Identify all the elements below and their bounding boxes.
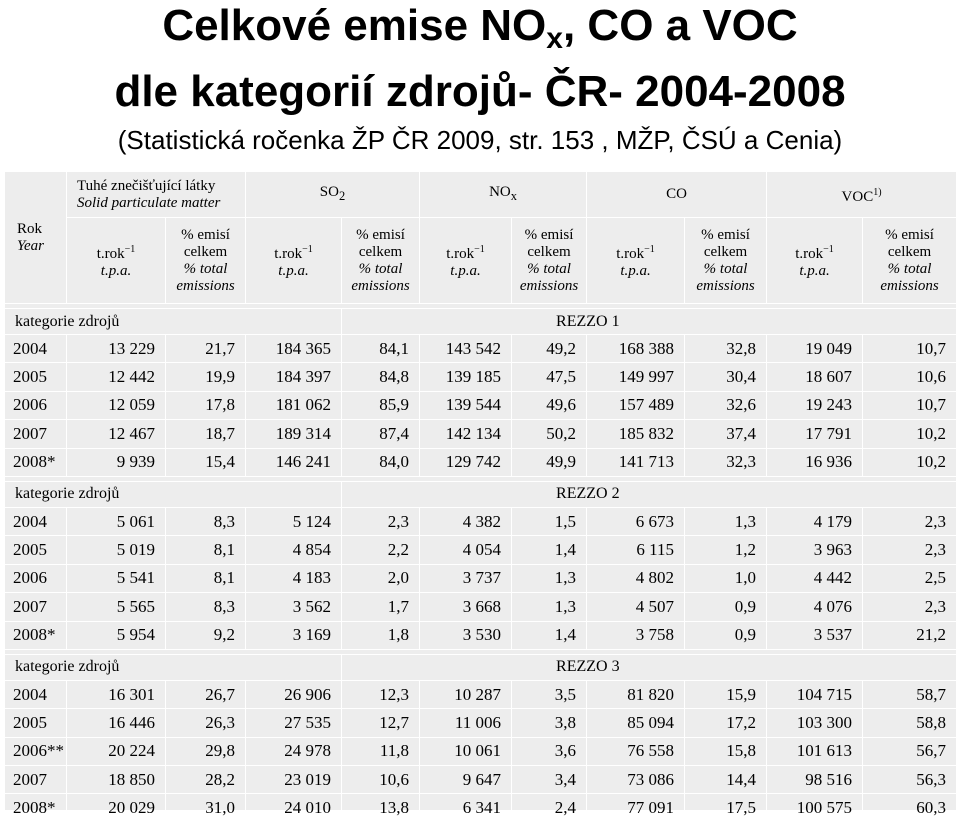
- pct-column-header: [863, 218, 957, 304]
- value-cell: 2,3: [342, 507, 420, 535]
- tpy-exponent: −1: [644, 244, 655, 255]
- subheader-row: [5, 218, 957, 304]
- particulate-header-cs: Tuhé znečišťující látky: [77, 177, 216, 194]
- value-cell: 1,8: [342, 621, 420, 649]
- year-column-header: [5, 172, 67, 304]
- value-cell: 146 241: [246, 448, 342, 476]
- value-cell: 17 791: [767, 420, 863, 448]
- tpy-label-cs: t.rok: [96, 246, 125, 262]
- value-cell: 49,9: [512, 448, 587, 476]
- pct-column-header: [166, 218, 246, 304]
- value-cell: 4 507: [587, 593, 685, 621]
- value-cell: 98 516: [767, 766, 863, 794]
- year-cell: 2004: [5, 507, 67, 535]
- value-cell: 15,4: [166, 448, 246, 476]
- tpy-exponent: −1: [124, 244, 136, 255]
- tpy-label-en: t.p.a.: [450, 263, 481, 279]
- value-cell: 84,1: [342, 335, 420, 363]
- value-cell: 1,3: [685, 507, 767, 535]
- value-cell: 0,9: [685, 621, 767, 649]
- pct-label-en-2: emissions: [351, 277, 410, 294]
- value-cell: 5 019: [67, 536, 166, 564]
- tpy-column-header: [587, 218, 685, 304]
- value-cell: 18 607: [767, 363, 863, 391]
- value-cell: 10,7: [863, 335, 957, 363]
- table-row: [5, 737, 957, 765]
- value-cell: 12 442: [67, 363, 166, 391]
- value-cell: 37,4: [685, 420, 767, 448]
- year-cell: 2008*: [5, 448, 67, 476]
- value-cell: 2,5: [863, 564, 957, 592]
- table-row: [5, 680, 957, 708]
- value-cell: 104 715: [767, 680, 863, 708]
- year-cell: 2006: [5, 391, 67, 419]
- value-cell: 8,3: [166, 507, 246, 535]
- pct-column-header: [685, 218, 767, 304]
- year-cell: 2007: [5, 420, 67, 448]
- value-cell: 3 737: [420, 564, 512, 592]
- title-line-1-subscript: x: [546, 22, 563, 55]
- value-cell: 84,8: [342, 363, 420, 391]
- emissions-table: [4, 171, 957, 823]
- value-cell: 10 287: [420, 680, 512, 708]
- year-cell: 2008*: [5, 794, 67, 822]
- value-cell: 2,3: [863, 593, 957, 621]
- value-cell: 3,4: [512, 766, 587, 794]
- value-cell: 76 558: [587, 737, 685, 765]
- value-cell: 13 229: [67, 335, 166, 363]
- pct-label-cs-2: celkem: [358, 243, 403, 260]
- value-cell: 185 832: [587, 420, 685, 448]
- value-cell: 32,6: [685, 391, 767, 419]
- tpy-column-header: [246, 218, 342, 304]
- table-row: [5, 564, 957, 592]
- pct-label-en-2: emissions: [519, 277, 579, 294]
- value-cell: 26,3: [166, 709, 246, 737]
- pct-label-cs-2: celkem: [703, 243, 748, 260]
- value-cell: 20 029: [67, 794, 166, 822]
- value-cell: 19 243: [767, 391, 863, 419]
- pct-label-en-1: % total: [703, 260, 748, 277]
- pct-label-en-2: emissions: [880, 277, 939, 294]
- value-cell: 32,3: [685, 448, 767, 476]
- year-cell: 2005: [5, 363, 67, 391]
- table-body: [5, 304, 957, 823]
- table-header: [5, 172, 957, 304]
- value-cell: 24 978: [246, 737, 342, 765]
- value-cell: 18 850: [67, 766, 166, 794]
- pct-label-cs-2: celkem: [527, 243, 571, 260]
- value-cell: 16 936: [767, 448, 863, 476]
- tpy-exponent: −1: [474, 244, 485, 255]
- table-row: [5, 766, 957, 794]
- value-cell: 143 542: [420, 335, 512, 363]
- category-label: kategorie zdrojů: [5, 309, 342, 335]
- value-cell: 4 054: [420, 536, 512, 564]
- value-cell: 14,4: [685, 766, 767, 794]
- value-cell: 4 076: [767, 593, 863, 621]
- value-cell: 13,8: [342, 794, 420, 822]
- value-cell: 8,3: [166, 593, 246, 621]
- value-cell: 24 010: [246, 794, 342, 822]
- value-cell: 58,7: [863, 680, 957, 708]
- value-cell: 6 341: [420, 794, 512, 822]
- title-line-1-rest: , CO a VOC: [562, 1, 798, 50]
- tpy-column-header: [767, 218, 863, 304]
- year-cell: 2007: [5, 766, 67, 794]
- table-row: [5, 593, 957, 621]
- value-cell: 1,0: [685, 564, 767, 592]
- year-cell: 2005: [5, 709, 67, 737]
- value-cell: 9 647: [420, 766, 512, 794]
- voc-footnote-mark: 1): [873, 186, 882, 198]
- nox-label: NO: [489, 184, 511, 200]
- title-line-1-main: Celkové emise NO: [162, 1, 547, 50]
- value-cell: 2,3: [863, 536, 957, 564]
- value-cell: 23 019: [246, 766, 342, 794]
- table-row: [5, 420, 957, 448]
- group-header-so2: [246, 172, 420, 218]
- value-cell: 4 442: [767, 564, 863, 592]
- value-cell: 3,5: [512, 680, 587, 708]
- year-cell: 2005: [5, 536, 67, 564]
- value-cell: 4 854: [246, 536, 342, 564]
- table-row: [5, 363, 957, 391]
- value-cell: 73 086: [587, 766, 685, 794]
- pct-label-cs-1: % emisí: [181, 226, 230, 243]
- value-cell: 149 997: [587, 363, 685, 391]
- tpy-label-cs: t.rok: [446, 246, 475, 262]
- value-cell: 5 541: [67, 564, 166, 592]
- value-cell: 129 742: [420, 448, 512, 476]
- value-cell: 3 169: [246, 621, 342, 649]
- value-cell: 1,4: [512, 536, 587, 564]
- value-cell: 142 134: [420, 420, 512, 448]
- voc-label: VOC: [841, 188, 874, 205]
- value-cell: 157 489: [587, 391, 685, 419]
- group-header-co: CO: [587, 172, 767, 218]
- category-name: REZZO 3: [342, 654, 957, 680]
- pct-label-en-2: emissions: [696, 277, 755, 294]
- tpy-column-header: [67, 218, 166, 304]
- value-cell: 26 906: [246, 680, 342, 708]
- emissions-table-container: [4, 171, 956, 818]
- value-cell: 1,5: [512, 507, 587, 535]
- value-cell: 181 062: [246, 391, 342, 419]
- value-cell: 100 575: [767, 794, 863, 822]
- value-cell: 56,7: [863, 737, 957, 765]
- value-cell: 4 183: [246, 564, 342, 592]
- pct-label-cs-1: % emisí: [885, 226, 934, 243]
- tpy-label-en: t.p.a.: [100, 263, 132, 279]
- value-cell: 29,8: [166, 737, 246, 765]
- value-cell: 3 963: [767, 536, 863, 564]
- pct-column-header: [342, 218, 420, 304]
- year-header-cs: Rok: [17, 220, 43, 237]
- value-cell: 3 530: [420, 621, 512, 649]
- table-row: [5, 536, 957, 564]
- category-label: kategorie zdrojů: [5, 481, 342, 507]
- value-cell: 10,6: [863, 363, 957, 391]
- value-cell: 3 562: [246, 593, 342, 621]
- pct-label-cs-1: % emisí: [356, 226, 405, 243]
- year-cell: 2004: [5, 335, 67, 363]
- category-name: REZZO 1: [342, 309, 957, 335]
- particulate-header-en: Solid particulate matter: [77, 194, 221, 211]
- value-cell: 85,9: [342, 391, 420, 419]
- value-cell: 10,7: [863, 391, 957, 419]
- value-cell: 5 565: [67, 593, 166, 621]
- pct-label-en-2: emissions: [176, 277, 235, 294]
- pct-label-en-1: % total: [358, 260, 403, 277]
- value-cell: 10,2: [863, 448, 957, 476]
- value-cell: 32,8: [685, 335, 767, 363]
- value-cell: 16 301: [67, 680, 166, 708]
- value-cell: 50,2: [512, 420, 587, 448]
- year-cell: 2007: [5, 593, 67, 621]
- year-cell: 2008*: [5, 621, 67, 649]
- value-cell: 11 006: [420, 709, 512, 737]
- value-cell: 189 314: [246, 420, 342, 448]
- value-cell: 9,2: [166, 621, 246, 649]
- value-cell: 49,2: [512, 335, 587, 363]
- value-cell: 19 049: [767, 335, 863, 363]
- category-label: kategorie zdrojů: [5, 654, 342, 680]
- value-cell: 16 446: [67, 709, 166, 737]
- value-cell: 77 091: [587, 794, 685, 822]
- table-row: [5, 621, 957, 649]
- value-cell: 184 365: [246, 335, 342, 363]
- value-cell: 81 820: [587, 680, 685, 708]
- slide-subtitle: (Statistická ročenka ŽP ČR 2009, str. 153 , MŽP, ČSÚ a Cenia): [117, 125, 843, 155]
- value-cell: 184 397: [246, 363, 342, 391]
- value-cell: 5 061: [67, 507, 166, 535]
- year-cell: 2006: [5, 564, 67, 592]
- pct-label-en-1: % total: [183, 260, 228, 277]
- value-cell: 17,8: [166, 391, 246, 419]
- value-cell: 12,7: [342, 709, 420, 737]
- value-cell: 9 939: [67, 448, 166, 476]
- value-cell: 58,8: [863, 709, 957, 737]
- value-cell: 103 300: [767, 709, 863, 737]
- value-cell: 15,8: [685, 737, 767, 765]
- pct-label-cs-2: celkem: [183, 243, 228, 260]
- year-cell: 2006**: [5, 737, 67, 765]
- category-row: [5, 654, 957, 680]
- value-cell: 28,2: [166, 766, 246, 794]
- value-cell: 8,1: [166, 536, 246, 564]
- value-cell: 17,2: [685, 709, 767, 737]
- value-cell: 2,2: [342, 536, 420, 564]
- value-cell: 168 388: [587, 335, 685, 363]
- table-row: [5, 794, 957, 822]
- tpy-label-cs: t.rok: [795, 246, 824, 262]
- so2-subscript: 2: [338, 189, 346, 203]
- value-cell: 21,7: [166, 335, 246, 363]
- value-cell: 139 544: [420, 391, 512, 419]
- category-row: [5, 309, 957, 335]
- tpy-exponent: −1: [302, 244, 313, 255]
- group-header-voc: [767, 172, 957, 218]
- value-cell: 10,6: [342, 766, 420, 794]
- value-cell: 21,2: [863, 621, 957, 649]
- value-cell: 2,0: [342, 564, 420, 592]
- value-cell: 27 535: [246, 709, 342, 737]
- table-row: [5, 448, 957, 476]
- value-cell: 12 467: [67, 420, 166, 448]
- table-row: [5, 335, 957, 363]
- value-cell: 11,8: [342, 737, 420, 765]
- value-cell: 20 224: [67, 737, 166, 765]
- value-cell: 2,3: [863, 507, 957, 535]
- value-cell: 49,6: [512, 391, 587, 419]
- value-cell: 12,3: [342, 680, 420, 708]
- tpy-column-header: [420, 218, 512, 304]
- nox-subscript: x: [510, 189, 517, 203]
- value-cell: 31,0: [166, 794, 246, 822]
- value-cell: 1,3: [512, 564, 587, 592]
- value-cell: 15,9: [685, 680, 767, 708]
- value-cell: 10,2: [863, 420, 957, 448]
- pct-label-en-1: % total: [887, 260, 932, 277]
- value-cell: 8,1: [166, 564, 246, 592]
- title-line-1: [0, 1, 960, 55]
- value-cell: 60,3: [863, 794, 957, 822]
- group-header-particulate: [67, 172, 246, 218]
- pct-label-en-1: % total: [527, 260, 571, 277]
- year-cell: 2004: [5, 680, 67, 708]
- pct-column-header: [512, 218, 587, 304]
- value-cell: 47,5: [512, 363, 587, 391]
- tpy-label-cs: t.rok: [616, 246, 645, 262]
- value-cell: 84,0: [342, 448, 420, 476]
- pct-label-cs-1: % emisí: [701, 226, 750, 243]
- value-cell: 10 061: [420, 737, 512, 765]
- pct-label-cs-2: celkem: [887, 243, 932, 260]
- value-cell: 1,4: [512, 621, 587, 649]
- value-cell: 3 668: [420, 593, 512, 621]
- category-row: [5, 481, 957, 507]
- table-row: [5, 507, 957, 535]
- value-cell: 0,9: [685, 593, 767, 621]
- value-cell: 56,3: [863, 766, 957, 794]
- value-cell: 12 059: [67, 391, 166, 419]
- value-cell: 1,7: [342, 593, 420, 621]
- table-row: [5, 709, 957, 737]
- value-cell: 5 954: [67, 621, 166, 649]
- value-cell: 3 758: [587, 621, 685, 649]
- value-cell: 139 185: [420, 363, 512, 391]
- tpy-exponent: −1: [823, 244, 834, 255]
- value-cell: 18,7: [166, 420, 246, 448]
- title-line-2: dle kategorií zdrojů- ČR- 2004-2008: [114, 67, 846, 116]
- tpy-label-en: t.p.a.: [278, 263, 309, 279]
- value-cell: 101 613: [767, 737, 863, 765]
- category-name: REZZO 2: [342, 481, 957, 507]
- value-cell: 141 713: [587, 448, 685, 476]
- value-cell: 26,7: [166, 680, 246, 708]
- value-cell: 4 802: [587, 564, 685, 592]
- group-header-nox: [420, 172, 587, 218]
- value-cell: 4 382: [420, 507, 512, 535]
- value-cell: 3 537: [767, 621, 863, 649]
- value-cell: 4 179: [767, 507, 863, 535]
- value-cell: 5 124: [246, 507, 342, 535]
- value-cell: 6 115: [587, 536, 685, 564]
- value-cell: 3,6: [512, 737, 587, 765]
- value-cell: 17,5: [685, 794, 767, 822]
- table-row: [5, 391, 957, 419]
- value-cell: 1,2: [685, 536, 767, 564]
- so2-label: SO: [319, 184, 339, 200]
- value-cell: 87,4: [342, 420, 420, 448]
- tpy-label-en: t.p.a.: [799, 263, 830, 279]
- value-cell: 85 094: [587, 709, 685, 737]
- value-cell: 3,8: [512, 709, 587, 737]
- value-cell: 6 673: [587, 507, 685, 535]
- tpy-label-en: t.p.a.: [620, 263, 651, 279]
- pct-label-cs-1: % emisí: [524, 226, 574, 243]
- value-cell: 30,4: [685, 363, 767, 391]
- value-cell: 19,9: [166, 363, 246, 391]
- tpy-label-cs: t.rok: [274, 246, 303, 262]
- year-header-en: Year: [17, 237, 44, 254]
- value-cell: 1,3: [512, 593, 587, 621]
- value-cell: 2,4: [512, 794, 587, 822]
